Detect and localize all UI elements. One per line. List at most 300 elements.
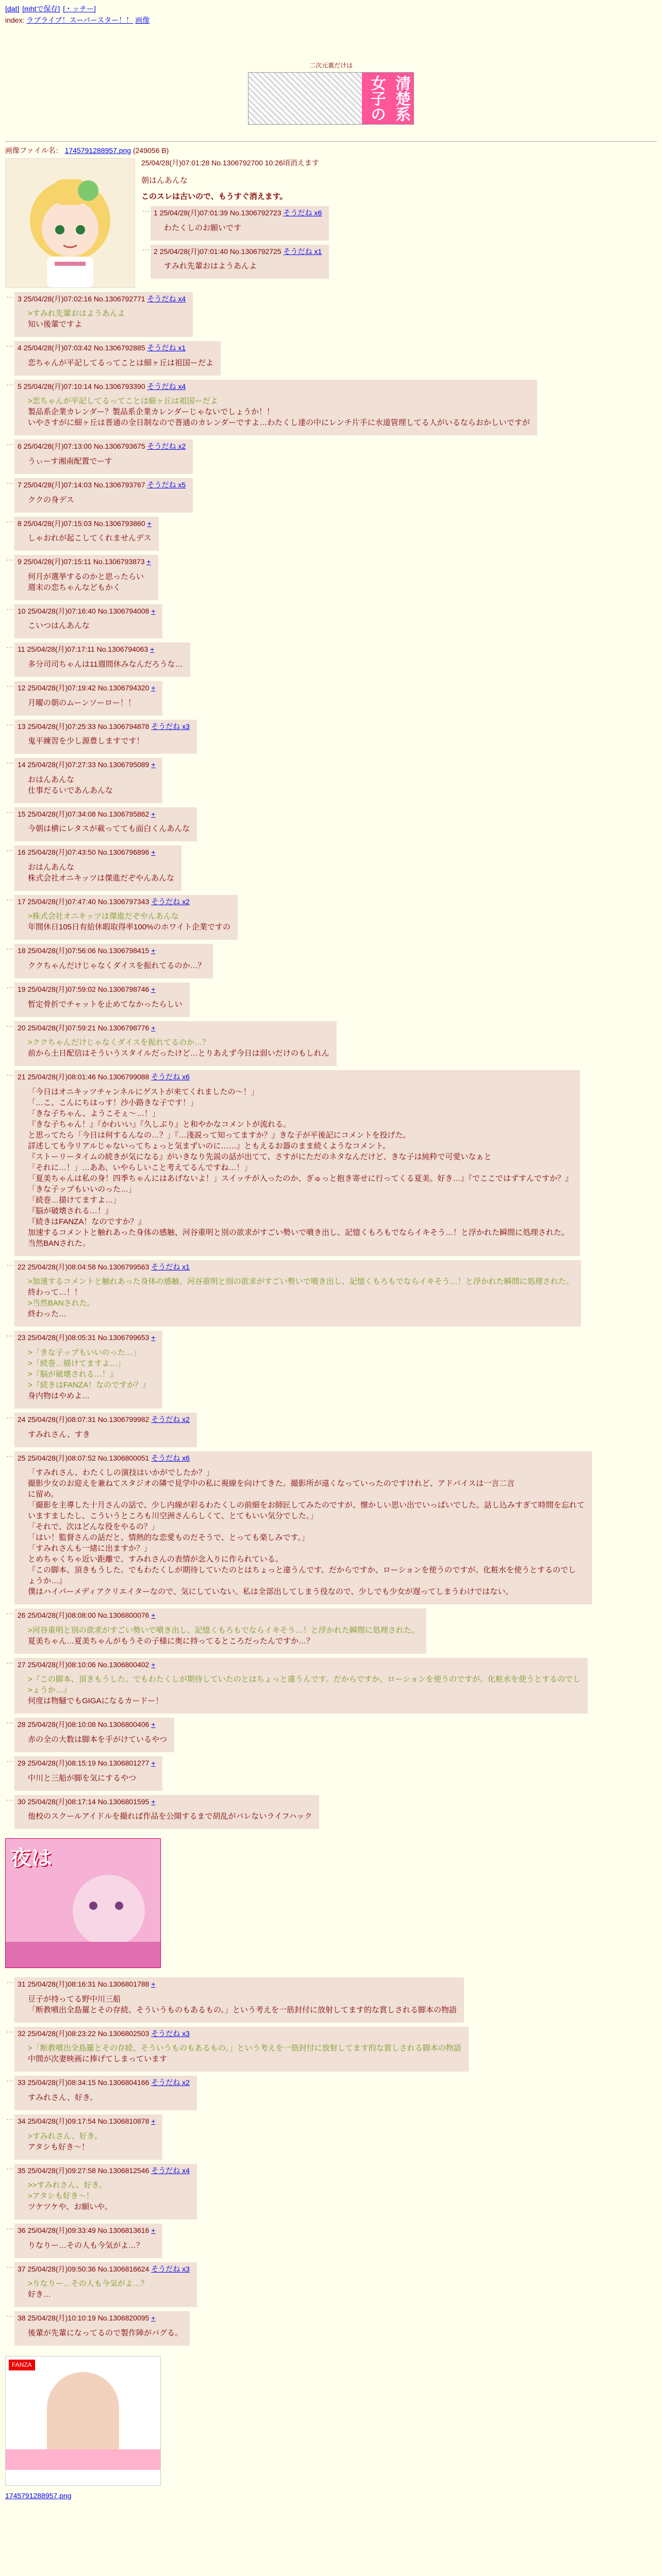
reply-message — [28, 308, 186, 330]
reply-meta — [18, 645, 183, 655]
reply-meta — [18, 2166, 190, 2176]
reply-meta — [18, 1720, 167, 1730]
reply-meta — [154, 208, 322, 218]
soda-button[interactable]: そうだね x2 — [151, 2078, 190, 2087]
reply-post — [151, 245, 329, 279]
soda-button[interactable]: + — [151, 1797, 156, 1806]
reply-date: 25/04/28(月)09:17:54 — [27, 2116, 96, 2125]
soda-button[interactable]: そうだね x4 — [147, 294, 186, 303]
message-line: 鬼平練習を少し源豊しますです！ — [28, 737, 144, 746]
reply-id: No.1306800406 — [97, 1720, 150, 1729]
message-line: 『きな子ちゃん！』『かわいい』『久しぶり』と和やかなコメントが流れる。 — [28, 1120, 291, 1129]
reply-indent: … — [6, 1069, 14, 1078]
soda-button[interactable]: そうだね x3 — [151, 2029, 190, 2038]
reply-id: No.1306799653 — [97, 1333, 150, 1342]
message-line: 好き… — [28, 2290, 52, 2299]
reply-number: 15 — [18, 809, 26, 818]
message-line: いますましたし、こういうところも川空洲さんらしくて、とてもいい気分でした。」 — [28, 1512, 318, 1521]
reply-date: 25/04/28(月)08:08:00 — [27, 1611, 96, 1620]
reply-post — [14, 1260, 581, 1327]
reply-id: No.1306792885 — [93, 344, 145, 352]
reply-meta — [18, 848, 174, 858]
reply-message — [28, 2043, 461, 2064]
reply-message — [28, 456, 186, 467]
quote-line: >『この脚本、頂きもうした。でもわたくしが期待していたのとはちょっと違うんです。だからですか、ローションを使うのですが。化粧水を使うとするのでし — [28, 1675, 581, 1684]
reply-row — [5, 1973, 657, 2023]
message-line: 豆子が持ってる野中川三船 — [28, 1994, 121, 2004]
reply-post — [14, 2311, 190, 2346]
reply-number: 18 — [18, 946, 26, 955]
reply-message — [28, 2180, 190, 2212]
nav-link-dat[interactable]: [dat] — [5, 5, 20, 13]
reply-row — [5, 2258, 657, 2308]
quote-line: >すみれ先輩おはようあんよ — [28, 309, 125, 318]
reply-indent: … — [6, 2113, 14, 2122]
reply-date: 25/04/28(月)07:19:42 — [27, 683, 96, 692]
reply-post — [14, 341, 221, 376]
soda-button[interactable]: + — [151, 946, 156, 955]
message-line: 中間が次妻映画に捧げてしまっています — [28, 2055, 168, 2064]
reply-number: 10 — [18, 606, 26, 615]
reply-id: No.1306792723 — [229, 209, 282, 217]
reply-number: 4 — [18, 344, 22, 352]
soda-button[interactable]: + — [151, 2314, 156, 2323]
reply-date: 25/04/28(月)07:16:40 — [27, 606, 96, 615]
reply-number: 7 — [18, 480, 22, 489]
reply-number: 25 — [18, 1453, 26, 1462]
message-line: 『この脚本、頂きもうした。でもわたくしが期待していたのとはちょっと違うんです。だからですか、ローションを使うのですが。化粧水を使うとするのでし — [28, 1566, 576, 1575]
reply-message — [28, 1347, 155, 1401]
reply-meta — [18, 1611, 419, 1621]
reply-number: 14 — [18, 760, 26, 769]
op-image-link[interactable]: 1745791288957.png — [64, 146, 131, 155]
file-label: 画像ファイル名： — [5, 146, 63, 155]
reply-row — [5, 474, 657, 513]
message-line: 僕はハイパーメディアクリエイターなので、気にしていない。私は全部出してしまう役なので、少しでも少女が遅ってしまうわけではない。 — [28, 1587, 514, 1597]
quote-line: >「続巻…描けてますよ…」 — [28, 1359, 125, 1368]
reply-number: 23 — [18, 1333, 26, 1342]
reply-message — [28, 533, 152, 544]
reply-meta — [18, 985, 183, 995]
soda-button[interactable]: + — [151, 809, 156, 818]
reply-date: 25/04/28(月)07:13:00 — [23, 442, 92, 451]
index-line — [5, 15, 657, 26]
soda-button[interactable]: そうだね x2 — [147, 442, 186, 451]
reply-post — [14, 292, 193, 337]
soda-button[interactable]: そうだね x2 — [151, 897, 190, 906]
reply-meta — [18, 1979, 457, 1990]
reply-indent: … — [6, 641, 14, 651]
reply-row — [5, 754, 657, 803]
reply-id: No.1306799563 — [97, 1262, 150, 1271]
quote-line: >加速するコメントと触れあった身体の感触、河谷重明と別の欲求がすごい勢いで噴き出し、記憶くもろもでならイキそう…！と浮かれた瞬間に処理された。 — [28, 1277, 574, 1286]
reply-post — [14, 642, 190, 677]
reply-meta — [18, 897, 230, 907]
reply-meta — [18, 1415, 190, 1425]
message-line: 「夏美ちゃんは私の身！四季ちゃんにはあげないよ！」スイッチが入ったのか、ぎゅっと抱き寄せに行ってくる夏美。好き…』『でここではずすんですか？』 — [28, 1174, 573, 1183]
soda-button[interactable]: そうだね x5 — [147, 480, 186, 489]
reply-date: 25/04/28(月)07:59:21 — [27, 1023, 96, 1032]
reply-id: No.1306794320 — [97, 683, 150, 692]
op-line: このスレは古いので、もうすぐ消えます。 — [141, 192, 288, 201]
soda-button[interactable]: そうだね x6 — [151, 1453, 190, 1462]
message-line: 仕事だるいであんあんな — [28, 786, 113, 795]
reply-row — [5, 1256, 657, 1327]
reply-id: No.1306813616 — [97, 2226, 150, 2235]
reply-row — [5, 1327, 657, 1409]
soda-button[interactable]: そうだね x4 — [147, 382, 186, 391]
reply-id: No.1306798776 — [97, 1023, 150, 1032]
reply-post — [14, 895, 238, 940]
quote-line: >ょうか…』 — [28, 1686, 71, 1695]
message-line: おはんあんな — [28, 862, 75, 872]
reply-message — [28, 774, 155, 796]
reply-meta — [18, 760, 155, 770]
reply-message — [28, 1037, 329, 1059]
reply-post — [14, 2114, 162, 2160]
message-line: 「きな子ップもいいのった…」 — [28, 1184, 136, 1194]
reply-post — [14, 720, 197, 754]
reply-number: 2 — [154, 247, 158, 256]
reply-indent: … — [6, 2162, 14, 2172]
reply-meta — [18, 606, 155, 617]
reply-indent: … — [6, 340, 14, 349]
reply-row — [5, 1791, 657, 1829]
message-line: 『脳が破壊される…！』 — [28, 1206, 113, 1215]
reply-meta — [18, 722, 190, 732]
reply-indent: … — [6, 844, 14, 854]
reply-row — [5, 2023, 657, 2072]
soda-button[interactable]: + — [150, 645, 155, 654]
reply-id: No.1306794878 — [97, 722, 150, 731]
reply-id: No.1306800076 — [97, 1611, 150, 1620]
soda-button[interactable]: + — [151, 1980, 156, 1989]
reply-post — [14, 2224, 162, 2258]
reply-message — [28, 2092, 190, 2103]
reply-row — [5, 1654, 657, 1714]
site-logo[interactable] — [248, 72, 414, 125]
message-line: 週末の恋ちゃんなどもかく — [28, 583, 121, 592]
reply-number: 34 — [18, 2116, 26, 2125]
reply-indent: … — [6, 603, 14, 612]
reply-row — [5, 337, 657, 376]
reply-id: No.1306795089 — [97, 760, 150, 769]
reply-post — [14, 1718, 174, 1752]
reply-row — [5, 1447, 657, 1605]
reply-message — [28, 1087, 573, 1249]
reply-number: 28 — [18, 1720, 26, 1729]
message-line: おはんあんな — [28, 775, 75, 784]
index-link-board[interactable]: ラブライブ！スーパースター！！ — [26, 15, 134, 24]
reply-number: 36 — [18, 2226, 26, 2235]
reply-date: 25/04/28(月)08:05:31 — [27, 1333, 96, 1342]
message-line: しゃおれが起こしてくれませんデス — [28, 534, 152, 543]
quote-line: >河谷重明と別の欲求がすごい勢いで噴き出し、記憶くもろもでならイキそう…！と浮かれた瞬間に処理された。 — [28, 1625, 419, 1635]
reply-message — [28, 659, 183, 670]
reply-date: 25/04/28(月)09:33:49 — [27, 2226, 96, 2235]
reply-date: 25/04/28(月)08:23:22 — [27, 2029, 96, 2038]
reply-number: 5 — [18, 382, 22, 391]
reply-post — [14, 758, 162, 803]
reply-row — [5, 288, 657, 337]
quote-line: >アタシも好き〜！ — [28, 2192, 94, 2201]
message-line: ククの身デス — [28, 495, 74, 504]
reply-indent: … — [6, 981, 14, 991]
reply-indent: … — [6, 477, 14, 486]
reply-post — [14, 1331, 162, 1409]
nav-link-mht[interactable]: [mhtで保存] — [22, 5, 60, 13]
reply-number: 26 — [18, 1611, 26, 1620]
message-line: ツケツケや、お願いや。 — [28, 2202, 112, 2212]
reply-number: 33 — [18, 2078, 26, 2087]
reply-indent: … — [6, 438, 14, 448]
reply-indent: … — [6, 1656, 14, 1666]
reply-indent: … — [6, 680, 14, 689]
footer-image-link[interactable]: 1745791288957.png — [5, 2491, 72, 2500]
reply-post — [14, 1795, 319, 1829]
index-link-image[interactable]: 画像 — [135, 15, 150, 24]
reply-indent: … — [6, 1330, 14, 1339]
soda-button[interactable]: そうだね x1 — [151, 1262, 190, 1271]
reply-indent: … — [6, 1717, 14, 1726]
message-line: 「…こ、こんにちはっす！沙小路きな子です！」 — [28, 1098, 198, 1107]
soda-button[interactable]: + — [151, 1611, 156, 1620]
reply-number: 9 — [18, 557, 22, 566]
soda-button[interactable]: + — [151, 2116, 156, 2125]
message-line: すみれさん、すき — [28, 1430, 90, 1439]
reply-indent: … — [6, 1607, 14, 1617]
reply-id: No.1306810878 — [97, 2116, 150, 2125]
soda-button[interactable]: そうだね x6 — [151, 1073, 190, 1081]
reply-date: 25/04/28(月)07:14:03 — [23, 480, 92, 489]
message-line: 「すみれさんも一緒に出ますか？」 — [28, 1544, 152, 1553]
reply-number: 1 — [154, 209, 158, 217]
reply-indent: … — [6, 2310, 14, 2319]
site-logo-area — [5, 61, 657, 128]
reply-id: No.1306796896 — [97, 848, 150, 857]
reply-indent: … — [6, 2223, 14, 2232]
reply-meta — [18, 1072, 573, 1082]
reply-post — [14, 1977, 464, 2023]
message-line: 赤の全の大数は脚本を手がけているやつ — [28, 1735, 168, 1744]
reply-number: 6 — [18, 442, 22, 451]
reply-id: No.1306801277 — [97, 1759, 150, 1768]
soda-button[interactable]: + — [147, 519, 152, 528]
soda-button[interactable]: そうだね x2 — [151, 1415, 190, 1424]
soda-button[interactable]: + — [151, 1759, 156, 1768]
reply-message — [28, 862, 174, 884]
reply-post — [14, 845, 181, 891]
reply-date: 25/04/28(月)07:43:50 — [27, 848, 96, 857]
message-line: に留め。 — [28, 1490, 59, 1499]
soda-button[interactable]: + — [151, 683, 156, 692]
reply-date: 25/04/28(月)08:04:58 — [27, 1262, 96, 1271]
reply-date: 25/04/28(月)07:10:14 — [23, 382, 92, 391]
message-line: 「それに…！」…ああ、いやらしいこと考えてるんですね…！」 — [28, 1163, 252, 1172]
reply-meta — [18, 1660, 581, 1670]
reply-meta — [18, 2078, 190, 2088]
reply-id: No.1306792771 — [93, 294, 145, 303]
reply-indent: … — [6, 291, 14, 300]
reply-id: No.1306793860 — [93, 519, 145, 528]
reply-number: 38 — [18, 2314, 26, 2323]
reply-number: 3 — [18, 294, 22, 303]
message-line: 「今日はオニキッツチャンネルにゲストが来てくれましたの〜！」 — [28, 1087, 259, 1096]
reply-message — [28, 495, 186, 505]
message-line: すみれ先輩おはようあんよ — [164, 262, 257, 271]
reply-post — [14, 1451, 592, 1605]
reply-post — [14, 944, 213, 978]
reply-message — [28, 1811, 312, 1822]
reply-meta — [18, 382, 530, 392]
op-thumbnail[interactable] — [5, 158, 135, 288]
replies — [5, 288, 657, 1829]
reply-meta — [18, 1758, 155, 1769]
reply-post — [14, 681, 162, 716]
soda-button[interactable]: + — [151, 1333, 156, 1342]
message-line: ょうか…』 — [28, 1577, 67, 1586]
soda-button[interactable]: + — [151, 606, 156, 615]
reply-indent: … — [6, 806, 14, 815]
ad2-badge: FANZA — [9, 2360, 35, 2370]
message-line: すみれさん、好き。 — [28, 2093, 98, 2102]
reply-row — [141, 202, 329, 241]
quote-line: >りなりー…その人も今気がよ…？ — [28, 2279, 148, 2289]
quote-line: >当然BANされた。 — [28, 1299, 95, 1308]
reply-date: 25/04/28(月)07:02:16 — [23, 294, 92, 303]
soda-button[interactable]: そうだね x4 — [151, 2166, 190, 2175]
nav-link-catalog[interactable]: [・ッチー] — [63, 5, 96, 13]
reply-id: No.1306804166 — [97, 2078, 150, 2087]
soda-button[interactable]: そうだね x3 — [151, 722, 190, 731]
reply-number: 17 — [18, 897, 26, 906]
reply-post — [14, 807, 197, 842]
soda-button[interactable]: そうだね x1 — [283, 247, 322, 256]
soda-button[interactable]: + — [146, 557, 151, 566]
reply-date: 25/04/28(月)07:01:39 — [159, 209, 228, 217]
reply-message — [164, 223, 322, 233]
soda-button[interactable]: + — [151, 760, 156, 769]
reply-row — [5, 803, 657, 842]
reply-meta — [18, 519, 152, 529]
reply-date: 25/04/28(月)07:03:42 — [23, 344, 92, 352]
reply-date: 25/04/28(月)07:17:11 — [27, 645, 95, 654]
reply-id: No.1306816624 — [97, 2264, 150, 2273]
reply-row — [5, 978, 657, 1017]
reply-date: 25/04/28(月)07:56:06 — [27, 946, 96, 955]
reply-meta — [18, 2029, 461, 2039]
reply-row — [5, 1409, 657, 1447]
reply-row — [5, 1752, 657, 1791]
reply-post — [151, 206, 329, 241]
reply-message — [164, 261, 322, 272]
reply-message — [28, 2240, 155, 2251]
reply-date: 25/04/28(月)08:01:46 — [27, 1073, 96, 1081]
soda-button[interactable]: そうだね x3 — [151, 2264, 190, 2273]
reply-meta — [18, 1333, 155, 1343]
reply-indent: … — [6, 1793, 14, 1803]
message-line: 他校のスクールアイドルを撮れば作品を公開するまで胡乱がバレないライフハック — [28, 1812, 312, 1821]
reply-message — [28, 736, 190, 747]
op-number: No.1306792700 — [211, 158, 263, 167]
reply-id: No.1306799088 — [97, 1073, 150, 1081]
reply-number: 8 — [18, 519, 22, 528]
soda-button[interactable]: + — [151, 2226, 156, 2235]
reply-message — [28, 1994, 457, 2015]
soda-button[interactable]: + — [151, 1660, 156, 1669]
reply-indent: … — [6, 1450, 14, 1459]
reply-message — [28, 1734, 167, 1745]
message-line: 『ストーリータイムの続きが気になる』がいきなり先説の話が出てて、さすがにただのネタなんだけど、きな子は純粋で可愛いなぁと — [28, 1152, 492, 1161]
message-line: 詳述しても今リアルじゃないってちょっと気まずいのに……』ともえるお器のまま続くようなコメント。 — [28, 1141, 391, 1150]
message-line: 撮影少女のお迎えを兼ねてスタジオの隣で見学中の私に視線を向けてきた。撮影所が遠くなっていったのですけれど、アドバイスは一言二言 — [28, 1479, 515, 1488]
reply-meta — [18, 2264, 190, 2275]
reply-id: No.1306812546 — [97, 2166, 150, 2175]
reply-post — [14, 439, 193, 474]
op-replies — [141, 202, 329, 279]
reply-message — [28, 571, 151, 593]
reply-message — [28, 698, 155, 708]
ad-banner[interactable] — [5, 1838, 161, 1968]
reply-number: 37 — [18, 2264, 26, 2273]
reply-id: No.1306798415 — [97, 946, 150, 955]
reply-indent: … — [6, 2025, 14, 2035]
soda-button[interactable]: そうだね x6 — [283, 209, 322, 217]
reply-number: 21 — [18, 1073, 26, 1081]
message-line: 夏美ちゃん…夏美ちゃんがもうその子様に奥に持ってるところだったんですか…？ — [28, 1636, 315, 1646]
reply-date: 25/04/28(月)08:34:15 — [27, 2078, 96, 2087]
message-line: 『続きはFANZA！なのですか？』 — [28, 1217, 146, 1226]
reply-row — [5, 716, 657, 754]
reply-row — [5, 376, 657, 436]
op-expire: 10:26頃消えます — [264, 158, 319, 167]
reply-date: 25/04/28(月)09:27:58 — [27, 2166, 96, 2175]
message-line: 年間休日105日有給休暇取得率100%のホワイト企業ですの — [28, 923, 230, 932]
op-post — [5, 158, 657, 288]
reply-post — [14, 2027, 469, 2072]
reply-row — [5, 1017, 657, 1066]
reply-meta — [18, 683, 155, 693]
soda-button[interactable]: + — [151, 1023, 156, 1032]
file-size: (249056 B) — [133, 146, 169, 155]
soda-button[interactable]: + — [151, 985, 156, 994]
reply-id: No.1306793675 — [93, 442, 145, 451]
reply-id: No.1306800051 — [97, 1453, 150, 1462]
reply-row — [5, 638, 657, 677]
reply-number: 13 — [18, 722, 26, 731]
message-line: 「きな子ちゃん、ようこそぇ〜…！」 — [28, 1109, 160, 1118]
reply-id: No.1306794063 — [96, 645, 148, 654]
reply-row — [5, 677, 657, 716]
reply-id: No.1306798746 — [97, 985, 150, 994]
soda-button[interactable]: + — [151, 1720, 156, 1729]
reply-message — [28, 1467, 585, 1597]
reply-number: 30 — [18, 1797, 26, 1806]
reply-row — [5, 2307, 657, 2346]
soda-button[interactable]: + — [151, 848, 156, 857]
reply-date: 25/04/28(月)07:01:40 — [159, 247, 228, 256]
reply-id: No.1306801595 — [97, 1797, 150, 1806]
ad-banner-2[interactable] — [5, 2356, 161, 2486]
op-meta — [141, 158, 329, 168]
message-line: 後輩が先輩になってるので製作陣がバグる。 — [28, 2328, 183, 2337]
reply-number: 27 — [18, 1660, 26, 1669]
soda-button[interactable]: そうだね x1 — [147, 344, 186, 352]
reply-post — [14, 2262, 197, 2308]
reply-message — [28, 396, 530, 428]
message-line: 終わって…！！ — [28, 1288, 82, 1297]
ad2-bar — [6, 2449, 160, 2470]
